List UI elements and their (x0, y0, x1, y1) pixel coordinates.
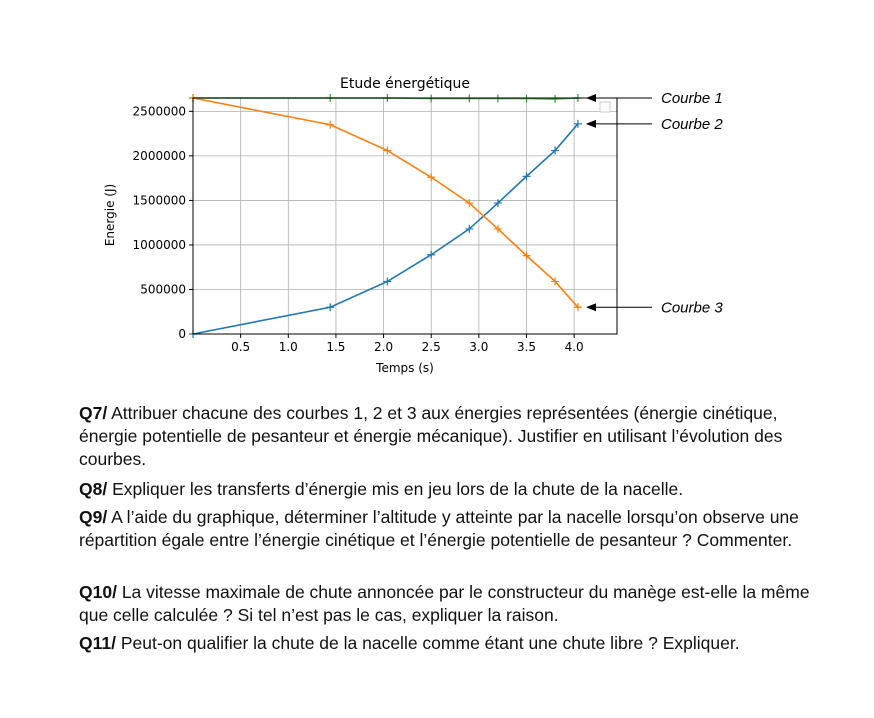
question-q11 (79, 632, 819, 655)
annotation-label: Courbe 1 (661, 90, 723, 107)
question-number: Q9/ (79, 507, 108, 527)
axis-ticks (133, 104, 584, 354)
x-tick-label: 1.5 (326, 340, 346, 354)
question-q9 (79, 506, 819, 552)
question-q10 (79, 581, 819, 627)
data-point-marker (383, 277, 391, 285)
y-tick-label: 2500000 (132, 104, 186, 119)
annotation-label: Courbe 3 (661, 299, 723, 317)
question-text: Attribuer chacune des courbes 1, 2 et 3 aux énergies représentées (énergie cinétique, énergie potentielle de pesanteur et énergie mécanique). Justifier en utilisant l’évolution des courbes. (79, 403, 783, 469)
series-lines (189, 94, 582, 338)
x-axis-label: Temps (s) (376, 361, 434, 375)
question-number: Q10/ (79, 582, 117, 602)
data-point-marker (326, 303, 334, 311)
x-tick-label: 3.5 (516, 340, 537, 354)
question-number: Q8/ (79, 479, 108, 499)
data-point-marker (326, 121, 334, 129)
question-q8 (79, 478, 819, 501)
y-tick-label: 500000 (140, 282, 186, 297)
chart-title: Etude énergétique (339, 76, 471, 92)
y-tick-label: 0 (178, 327, 186, 341)
y-tick-label: 2000000 (132, 148, 186, 163)
curve-annotations (587, 90, 723, 316)
x-tick-label: 3.0 (469, 340, 489, 354)
question-number: Q11/ (79, 633, 116, 653)
y-axis-label: Energie (J) (103, 183, 117, 247)
question-text: Peut-on qualifier la chute de la nacelle comme étant une chute libre ? Expliquer. (115, 633, 740, 653)
y-tick-label: 1000000 (132, 237, 186, 252)
plot-frame (193, 98, 617, 334)
annotation-label: Courbe 2 (661, 115, 723, 133)
y-tick-label: 1500000 (132, 193, 186, 208)
series-line-3 (193, 98, 578, 307)
x-tick-label: 2.0 (374, 340, 394, 354)
question-text: Expliquer les transferts d’énergie mis en jeu lors de la chute de la nacelle. (107, 479, 684, 499)
x-tick-label: 1.0 (278, 340, 298, 354)
data-point-marker (383, 147, 391, 155)
question-text: A l’aide du graphique, déterminer l’altitude y atteinte par la nacelle lorsqu’on observe une répartition égale entre l’énergie cinétique et l’énergie potentielle de pesanteur ? Commenter. (79, 507, 799, 550)
legend-box (600, 102, 610, 112)
x-tick-label: 4.0 (564, 340, 584, 354)
grid-lines (193, 98, 617, 334)
series-line-2 (193, 124, 578, 334)
question-number: Q7/ (79, 403, 108, 423)
question-q7 (79, 402, 819, 471)
x-tick-label: 0.5 (231, 340, 251, 354)
data-point-marker (551, 95, 559, 103)
x-tick-label: 2.5 (421, 340, 441, 354)
question-text: La vitesse maximale de chute annoncée par le constructeur du manège est-elle la même que celle calculée ? Si tel n’est pas le cas, expliquer la raison. (79, 582, 810, 625)
